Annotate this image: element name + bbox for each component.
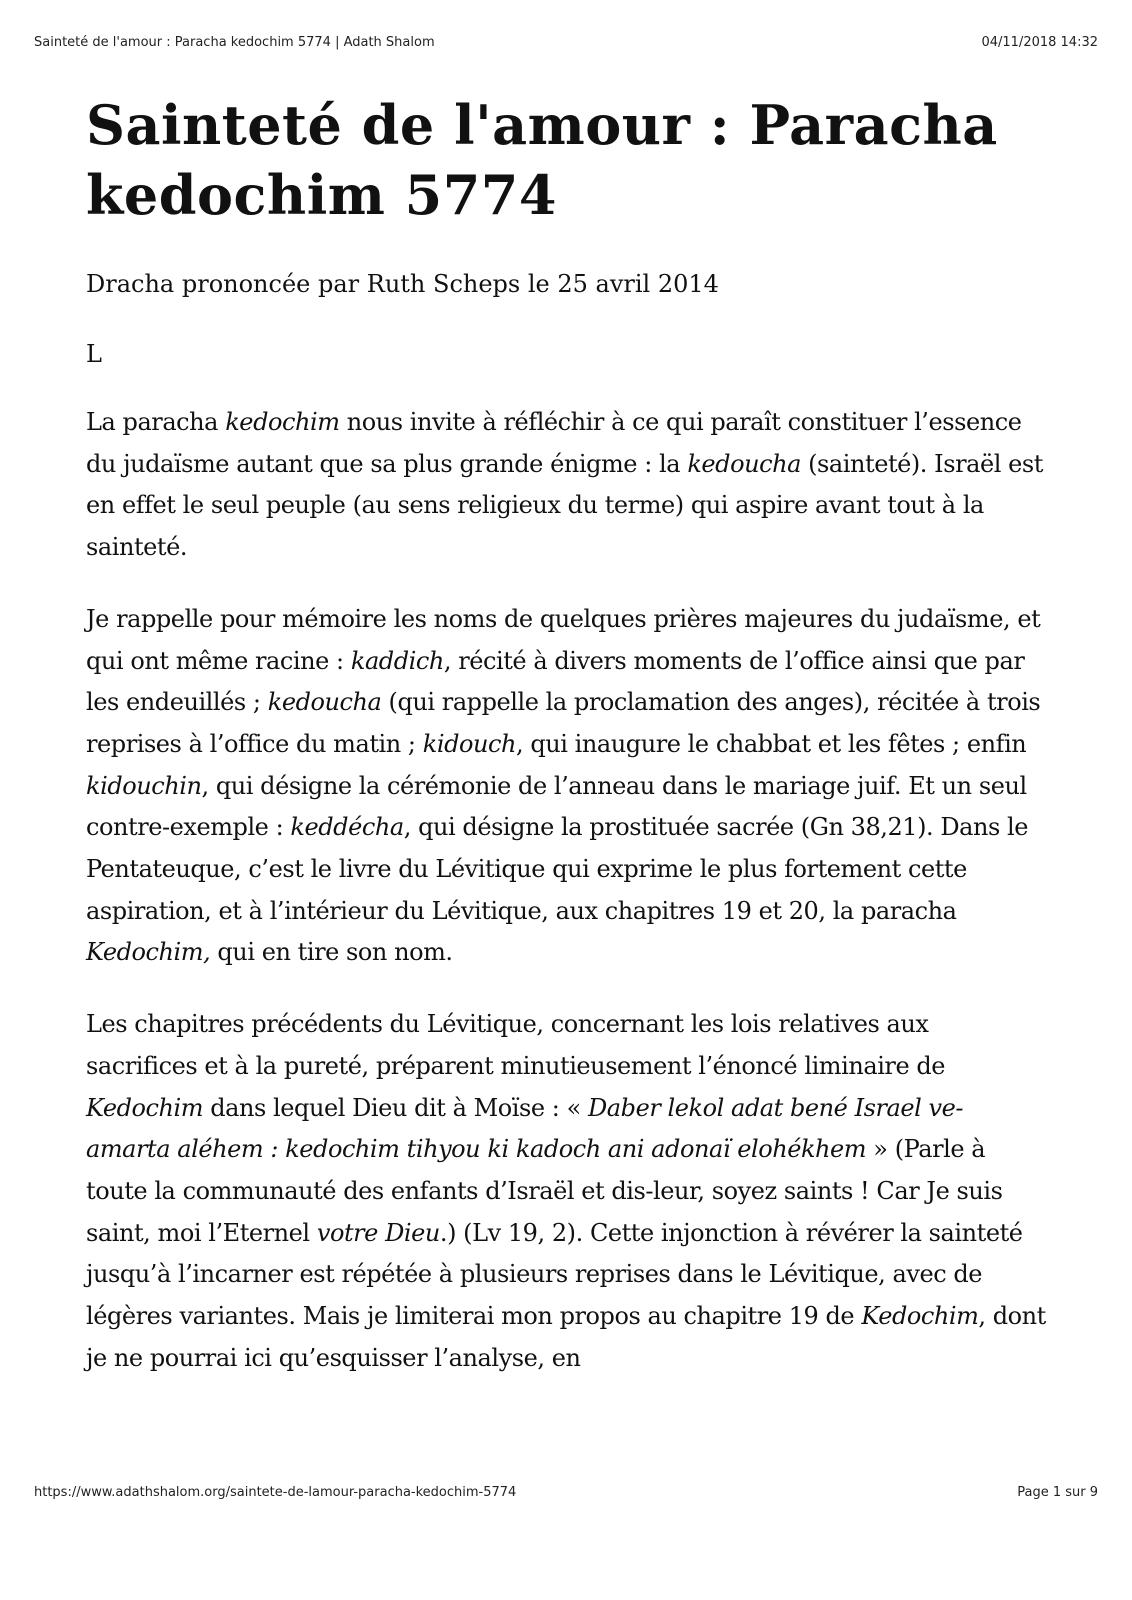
p2-italic-2: kedoucha [267, 688, 382, 717]
p2-text-5: , qui désigne la cérémonie de l’anneau dans le mariage juif. Et un seul contre-exemple : [86, 771, 1027, 842]
p1-italic-1: kedochim [225, 408, 340, 436]
p2-italic-1: kaddich [350, 646, 444, 675]
p3-text-2: dans lequel Dieu dit à Moïse : « [203, 1093, 588, 1122]
paragraph-1 [86, 402, 1046, 569]
print-header-datetime: 04/11/2018 14:32 [981, 34, 1098, 50]
article-byline: Dracha prononcée par Ruth Scheps le 25 avril 2014 [86, 270, 719, 298]
p1-text-3: (sainteté). Israël est en effet le seul peuple (au sens religieux du terme) qui aspire avant tout à la sainteté. [86, 449, 1043, 562]
article-title: Sainteté de l'amour : Paracha kedochim 5774 [86, 93, 998, 227]
print-footer [34, 1482, 1098, 1502]
article [86, 90, 1046, 1379]
print-header-title: Sainteté de l'amour : Paracha kedochim 5774 | Adath Shalom [34, 34, 435, 50]
print-footer-page: Page 1 sur 9 [1017, 1484, 1098, 1500]
p3-italic-1: Kedochim [86, 1093, 204, 1122]
p3-italic-2: Daber lekol adat bené Israel ve-amarta aléhem : kedochim tihyou ki kadoch ani adonaï elohékhem [86, 1093, 964, 1164]
p1-text-2: nous invite à réfléchir à ce qui paraît constituer l’essence du judaïsme autant que sa plus grande énigme : la [86, 408, 1022, 478]
p3-text-1: Les chapitres précédents du Lévitique, concernant les lois relatives aux sacrifices et à la pureté, préparent minutieusement l’énoncé liminaire de [86, 1010, 946, 1080]
p2-italic-3: kidouch [422, 729, 516, 758]
p2-text-7: qui en tire son nom. [210, 938, 453, 967]
paragraph-3 [86, 1004, 1046, 1379]
p2-text-6: , qui désigne la prostituée sacrée (Gn 38,21). Dans le Pentateuque, c’est le livre du Lévitique qui exprime le plus fortement cette aspiration, et à l’intérieur du Lévitique, aux chapitres 19 et 20, la paracha [86, 813, 1029, 925]
p2-text-1: Je rappelle pour mémoire les noms de quelques prières majeures du judaïsme, et qui ont même racine : [86, 604, 1041, 675]
p1-text-1: La paracha [86, 408, 226, 436]
p3-text-3: » (Parle à toute la communauté des enfants d’Israël et dis-leur, soyez saints ! Car Je suis saint, moi l’Eternel [86, 1135, 1003, 1247]
paragraph-2 [86, 599, 1046, 974]
p2-text-2: , récité à divers moments de l’office ainsi que par les endeuillés ; [86, 646, 1025, 717]
p2-italic-6: Kedochim, [86, 938, 211, 967]
print-header [34, 32, 1098, 52]
p2-text-4: , qui inaugure le chabbat et les fêtes ; enfin [516, 729, 1027, 758]
p3-italic-4: Kedochim [861, 1302, 979, 1331]
p3-italic-3: votre Dieu [316, 1218, 440, 1247]
print-footer-url[interactable]: https://www.adathshalom.org/saintete-de-lamour-paracha-kedochim-5774 [34, 1484, 517, 1500]
p3-text-4: .) (Lv 19, 2). Cette injonction à révérer la sainteté jusqu’à l’incarner est répétée à plusieurs reprises dans le Lévitique, avec de légères variantes. Mais je limiterai mon propos au chapitre 19 de [86, 1218, 1023, 1331]
p1-italic-2: kedoucha [687, 449, 801, 478]
p2-italic-5: keddécha [290, 813, 404, 842]
article-initial: L [86, 340, 102, 368]
p2-text-3: (qui rappelle la proclamation des anges), récitée à trois reprises à l’office du matin ; [86, 688, 1041, 758]
p3-text-5: , dont je ne pourrai ici qu’esquisser l’analyse, en [86, 1302, 1046, 1372]
p2-italic-4: kidouchin [86, 771, 202, 800]
